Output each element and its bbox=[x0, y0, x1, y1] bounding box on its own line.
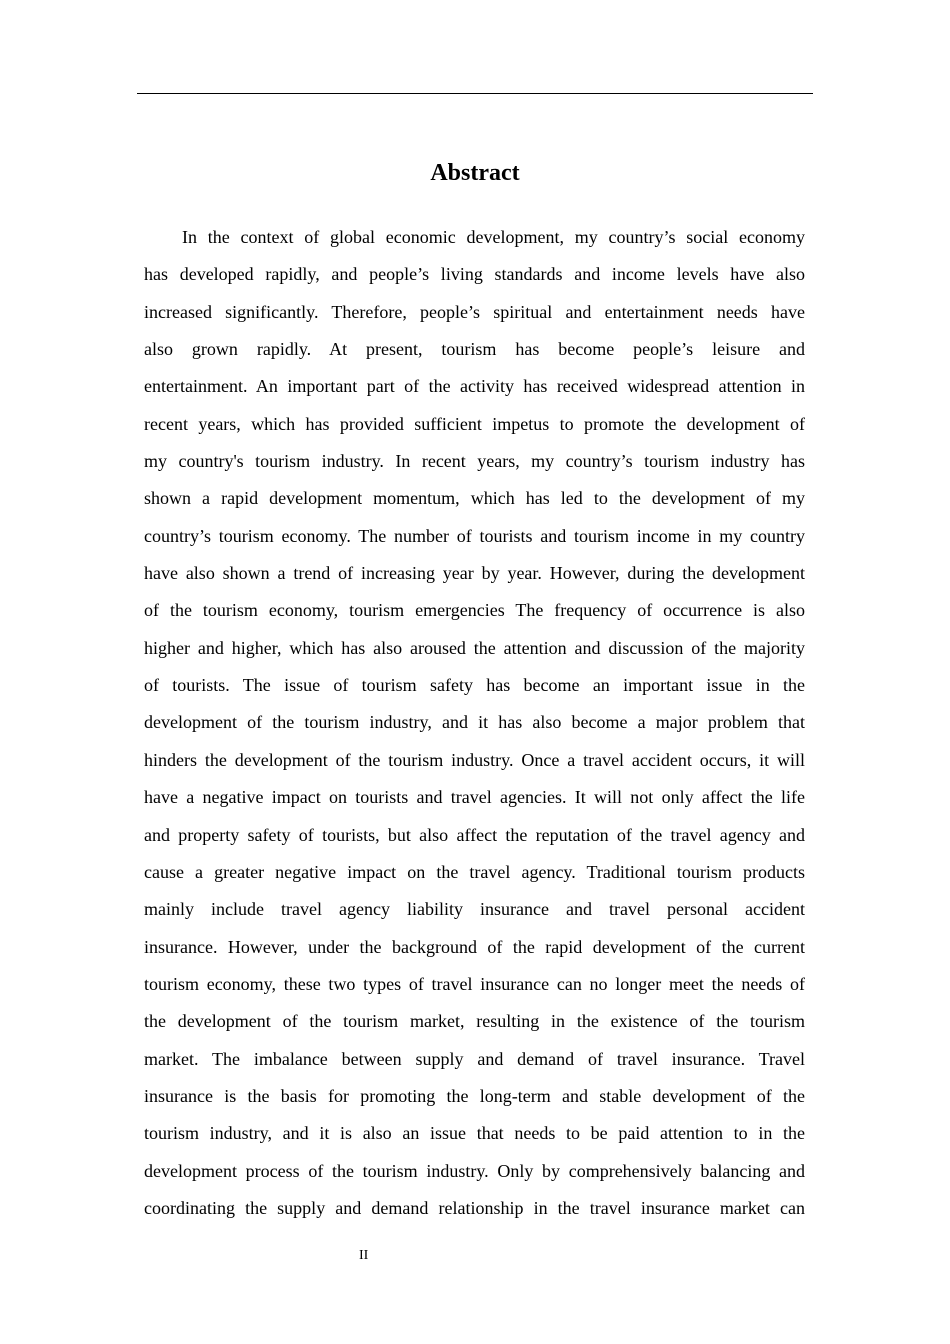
paragraph-line: development process of the tourism industry. Only by comprehensively balancing and bbox=[144, 1160, 805, 1181]
paragraph-line: and property safety of tourists, but also affect the reputation of the travel agency and bbox=[144, 824, 805, 845]
paragraph-line: market. The imbalance between supply and demand of travel insurance. Travel bbox=[144, 1048, 805, 1069]
paragraph-line: also grown rapidly. At present, tourism has become people’s leisure and bbox=[144, 339, 805, 360]
paragraph-line: shown a rapid development momentum, which has led to the development of my bbox=[144, 488, 805, 509]
paragraph-line: higher and higher, which has also aroused the attention and discussion of the majority bbox=[144, 637, 805, 658]
paragraph-line: have a negative impact on tourists and travel agencies. It will not only affect the life bbox=[144, 787, 805, 808]
paragraph-line: entertainment. An important part of the activity has received widespread attention in bbox=[144, 376, 805, 397]
paragraph-line: In the context of global economic development, my country’s social economy bbox=[182, 227, 805, 247]
header-rule bbox=[137, 93, 813, 94]
abstract-body bbox=[144, 225, 805, 1233]
paragraph-line: have also shown a trend of increasing year by year. However, during the development bbox=[144, 563, 805, 584]
paragraph-line: insurance is the basis for promoting the long-term and stable development of the bbox=[144, 1085, 805, 1106]
paragraph-line: country’s tourism economy. The number of tourists and tourism income in my country bbox=[144, 525, 805, 546]
paragraph-line: insurance. However, under the background of the rapid development of the current bbox=[144, 936, 805, 957]
paragraph-line: coordinating the supply and demand relationship in the travel insurance market can bbox=[144, 1197, 805, 1218]
paragraph-line: recent years, which has provided sufficient impetus to promote the development of bbox=[144, 413, 805, 434]
paragraph-line: the development of the tourism market, resulting in the existence of the tourism bbox=[144, 1011, 805, 1032]
paragraph-line: my country's tourism industry. In recent years, my country’s tourism industry has bbox=[144, 451, 805, 472]
paragraph-line: has developed rapidly, and people’s living standards and income levels have also bbox=[144, 264, 805, 285]
paragraph-line: mainly include travel agency liability insurance and travel personal accident bbox=[144, 899, 805, 920]
paragraph-line: tourism economy, these two types of travel insurance can no longer meet the needs of bbox=[144, 973, 805, 994]
paragraph-line: increased significantly. Therefore, people’s spiritual and entertainment needs have bbox=[144, 301, 805, 322]
paragraph-line: tourism industry, and it is also an issue that needs to be paid attention to in the bbox=[144, 1123, 805, 1144]
paragraph-line: cause a greater negative impact on the travel agency. Traditional tourism products bbox=[144, 861, 805, 882]
paragraph-line: of tourists. The issue of tourism safety has become an important issue in the bbox=[144, 675, 805, 696]
paragraph-line: hinders the development of the tourism industry. Once a travel accident occurs, it will bbox=[144, 749, 805, 770]
page-title: Abstract bbox=[430, 160, 520, 186]
paragraph-line: of the tourism economy, tourism emergencies The frequency of occurrence is also bbox=[144, 600, 805, 621]
page-number: II bbox=[359, 1248, 369, 1263]
paragraph-line: development of the tourism industry, and it has also become a major problem that bbox=[144, 712, 805, 733]
